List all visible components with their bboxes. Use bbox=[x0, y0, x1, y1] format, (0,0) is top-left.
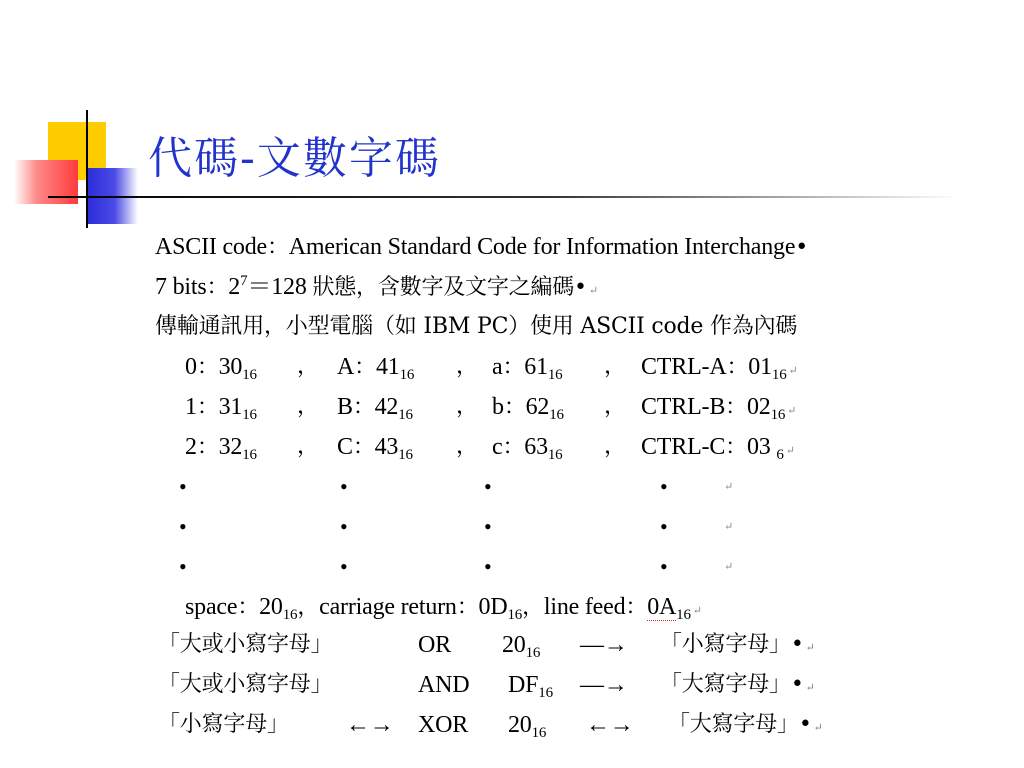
right-arrow-icon: —→ bbox=[580, 632, 628, 658]
bits-line: 7 bits：$2^7=128$ 狀態，含數字及文字之編碼• ↵ bbox=[155, 273, 598, 300]
logo-vertical-line bbox=[86, 110, 88, 228]
special-chars-line: space：$20_{16}$，carriage return：$0D_{16}$，line feed：$0A_{16}$ ↵ bbox=[185, 594, 702, 623]
title-underline bbox=[48, 196, 960, 198]
double-arrow-icon: ←→ bbox=[586, 712, 634, 738]
ascii-definition-line: ASCII code：American Standard Code for Information Interchange• bbox=[155, 234, 809, 260]
slide-title: 代碼-文數字碼 bbox=[148, 133, 441, 184]
usage-line: 傳輸通訊用，小型電腦（如 IBM PC）使用 ASCII code 作為內碼 bbox=[155, 314, 798, 339]
right-arrow-icon: —→ bbox=[580, 672, 628, 698]
return-mark: ↵ bbox=[588, 285, 598, 297]
ascii-text: American Standard Code for Information Interchange bbox=[288, 234, 796, 260]
ascii-label: ASCII code bbox=[155, 234, 267, 260]
double-arrow-icon: ←→ bbox=[346, 712, 394, 738]
